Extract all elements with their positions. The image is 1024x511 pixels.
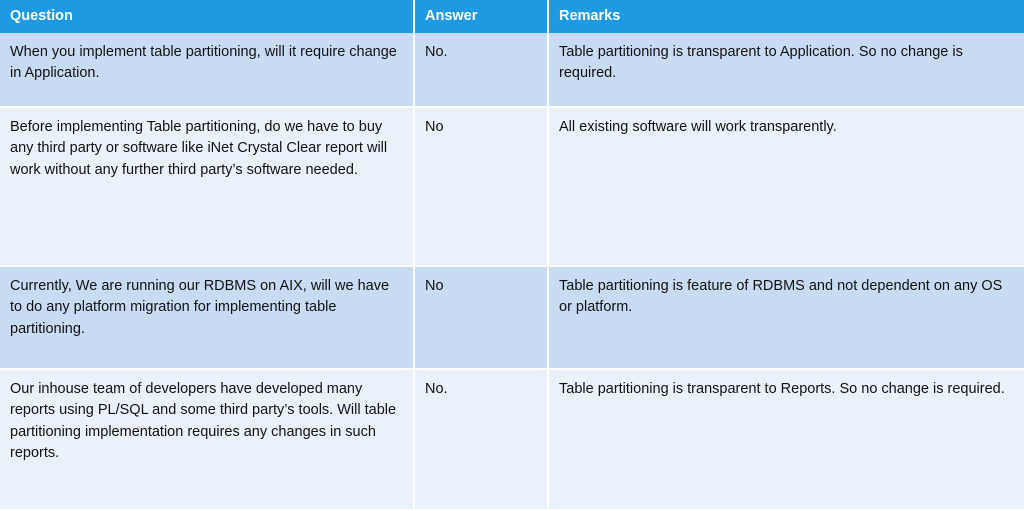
cell-answer: [414, 369, 548, 510]
cell-remarks: [548, 266, 1024, 369]
cell-remarks: [548, 33, 1024, 107]
answer-text: No.: [425, 44, 448, 60]
question-text: Our inhouse team of developers have developed many reports using PL/SQL and some third party’s tools. Will table partitioning implementation requires any changes in such reports.: [10, 381, 397, 461]
remarks-text: Table partitioning is transparent to Application. So no change is required.: [559, 44, 963, 82]
table-row: [0, 33, 1024, 107]
cell-remarks: [548, 107, 1024, 266]
table-row: [0, 369, 1024, 510]
cell-question: [0, 33, 414, 107]
remarks-text: Table partitioning is transparent to Reports. So no change is required.: [559, 381, 1005, 397]
cell-question: [0, 107, 414, 266]
remarks-text: Table partitioning is feature of RDBMS and not dependent on any OS or platform.: [559, 278, 1003, 316]
cell-answer: [414, 266, 548, 369]
column-header-answer: Answer: [414, 0, 548, 33]
table-header-row: [0, 0, 1024, 33]
column-header-question: Question: [0, 0, 414, 33]
cell-answer: [414, 33, 548, 107]
cell-answer: [414, 107, 548, 266]
table-row: [0, 266, 1024, 369]
answer-text: No: [425, 119, 444, 135]
cell-question: [0, 266, 414, 369]
answer-text: No: [425, 278, 444, 294]
question-text: Before implementing Table partitioning, do we have to buy any third party or software like iNet Crystal Clear report will work without any further third party’s software needed.: [10, 119, 388, 178]
table-header: [0, 0, 1024, 33]
question-text: Currently, We are running our RDBMS on AIX, will we have to do any platform migration for implementing table partitioning.: [10, 278, 390, 337]
question-text: When you implement table partitioning, will it require change in Application.: [10, 44, 397, 82]
table-body: [0, 33, 1024, 510]
remarks-text: All existing software will work transparently.: [559, 119, 837, 135]
answer-text: No.: [425, 381, 448, 397]
table-row: [0, 107, 1024, 266]
column-header-remarks: Remarks: [548, 0, 1024, 33]
cell-remarks: [548, 369, 1024, 510]
cell-question: [0, 369, 414, 510]
